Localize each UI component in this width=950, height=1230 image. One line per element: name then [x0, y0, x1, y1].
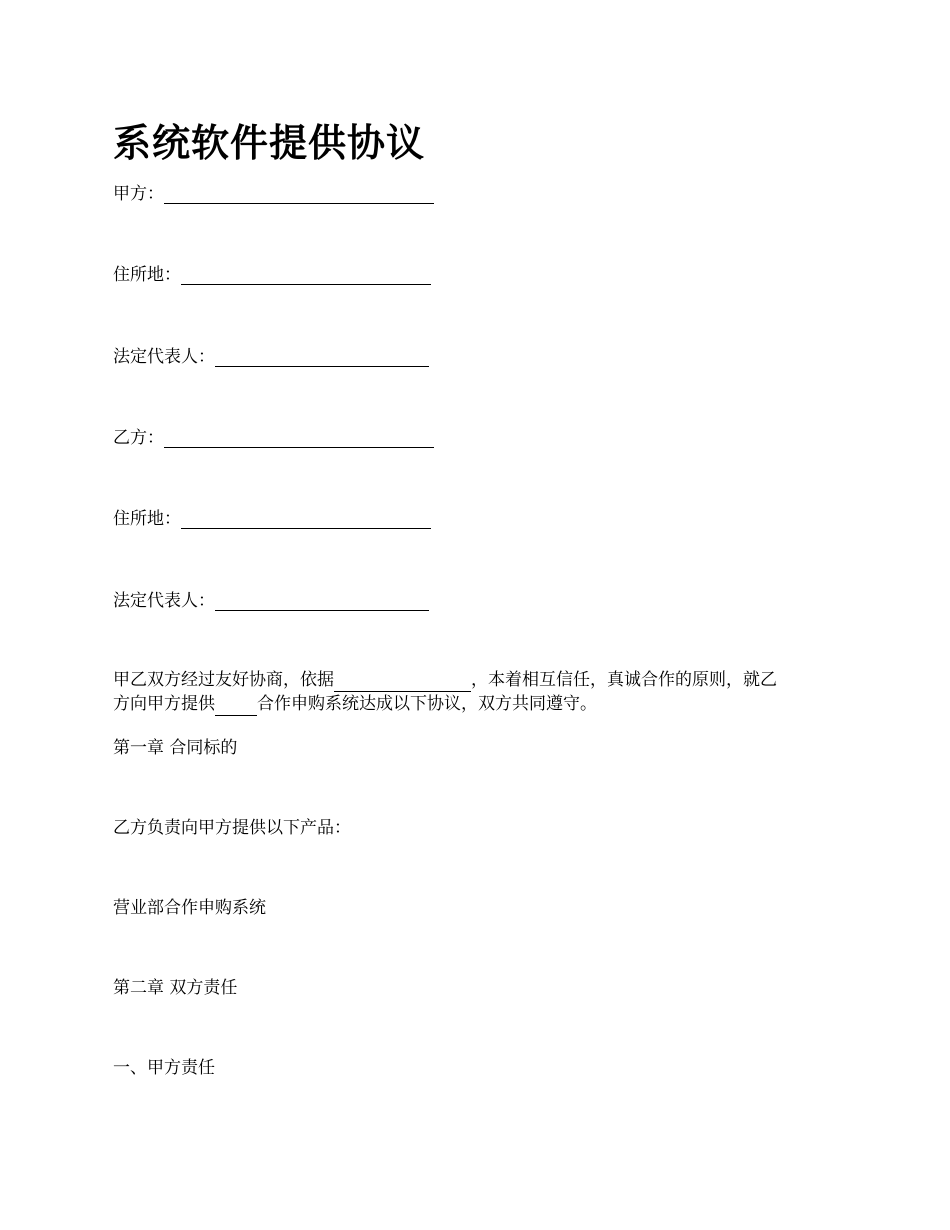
provider-blank[interactable] — [215, 697, 257, 716]
party-b-line — [113, 424, 434, 448]
party-b-rep-blank[interactable] — [215, 592, 429, 611]
party-a-label: 甲方： — [113, 184, 164, 204]
party-a-line — [113, 180, 434, 204]
intro-row-1 — [113, 668, 838, 692]
party-b-address-blank[interactable] — [181, 510, 431, 529]
party-b-rep-line — [113, 587, 429, 611]
party-b-address-label: 住所地： — [113, 509, 181, 529]
document-title: 系统软件提供协议 — [113, 120, 426, 165]
section-1-heading: 一、甲方责任 — [113, 1058, 215, 1078]
chapter-1-heading: 第一章 合同标的 — [113, 738, 238, 758]
intro-text-3: 方向甲方提供 — [113, 694, 215, 714]
intro-paragraph — [113, 668, 838, 716]
intro-text-1: 甲乙双方经过友好协商，依据 — [113, 670, 334, 690]
party-a-rep-label: 法定代表人： — [113, 347, 215, 367]
party-a-address-label: 住所地： — [113, 265, 181, 285]
intro-text-4: 合作申购系统达成以下协议，双方共同遵守。 — [257, 694, 597, 714]
party-b-address-line — [113, 505, 431, 529]
intro-text-2: ，本着相互信任，真诚合作的原则，就乙 — [471, 670, 777, 690]
party-b-rep-label: 法定代表人： — [113, 591, 215, 611]
products-intro: 乙方负责向甲方提供以下产品： — [113, 818, 351, 838]
chapter-2-heading: 第二章 双方责任 — [113, 978, 238, 998]
party-b-label: 乙方： — [113, 428, 164, 448]
party-a-blank[interactable] — [164, 185, 434, 204]
intro-row-2 — [113, 692, 838, 716]
party-b-blank[interactable] — [164, 429, 434, 448]
party-a-address-blank[interactable] — [181, 266, 431, 285]
party-a-rep-blank[interactable] — [215, 348, 429, 367]
party-a-rep-line — [113, 343, 429, 367]
basis-blank[interactable] — [334, 673, 471, 692]
party-a-address-line — [113, 261, 431, 285]
product-name: 营业部合作申购系统 — [113, 898, 266, 918]
